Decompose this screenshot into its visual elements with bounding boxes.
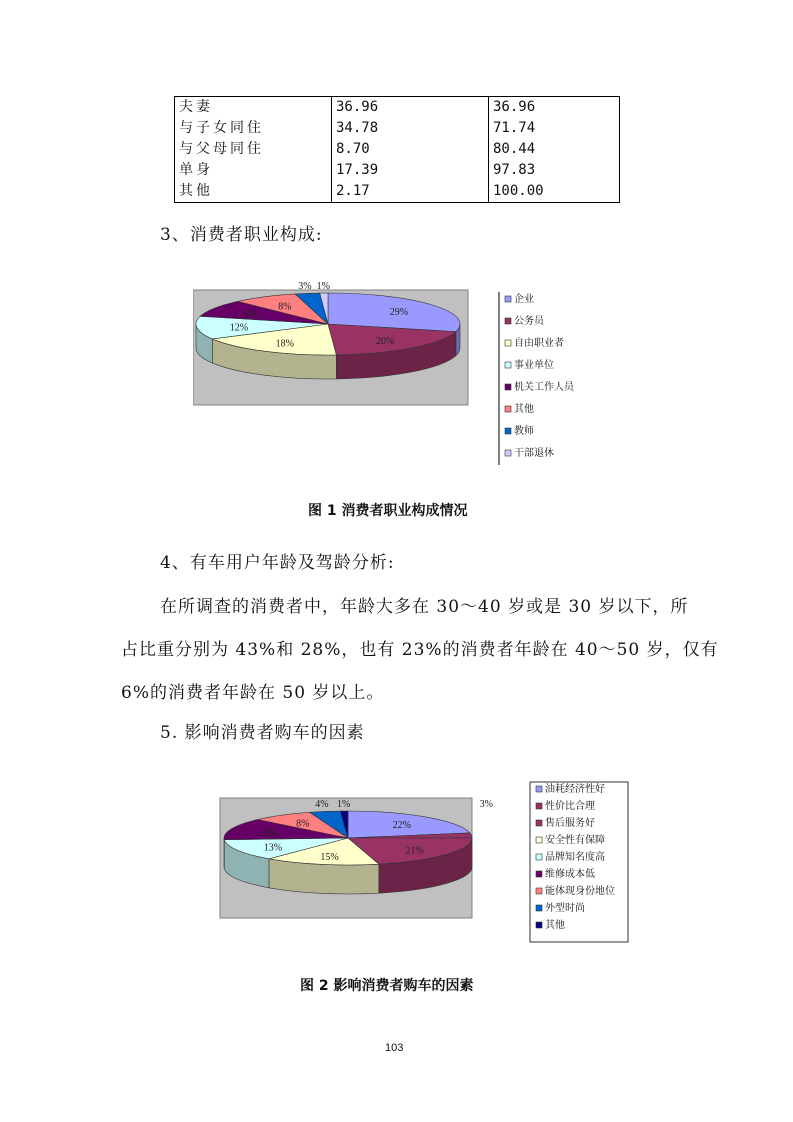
section4-heading: 4、有车用户年龄及驾龄分析: bbox=[160, 553, 395, 573]
legend-swatch bbox=[536, 820, 542, 826]
section4-paragraph-line3: 6%的消费者年龄在 50 岁以上。 bbox=[121, 683, 385, 703]
table-cell: 8.70 bbox=[332, 139, 489, 160]
legend-label: 外型时尚 bbox=[545, 903, 585, 914]
legend-swatch bbox=[536, 837, 542, 843]
legend-label: 能体现身份地位 bbox=[545, 886, 615, 897]
legend-swatch bbox=[505, 340, 511, 346]
page-number: 103 bbox=[385, 1042, 404, 1054]
legend-swatch bbox=[536, 871, 542, 877]
data-label: 1% bbox=[316, 281, 331, 292]
table-cell: 71.74 bbox=[489, 118, 620, 139]
data-label: 3% bbox=[479, 799, 493, 810]
table-cell: 80.44 bbox=[489, 139, 620, 160]
table-cell: 17.39 bbox=[332, 160, 489, 181]
table-cell: 36.96 bbox=[332, 97, 489, 119]
data-label: 8% bbox=[296, 818, 310, 830]
table-cell: 其他 bbox=[175, 181, 332, 203]
chart-occupation-svg bbox=[193, 270, 613, 465]
legend bbox=[499, 292, 575, 465]
figure1-caption: 图 1 消费者职业构成情况 bbox=[308, 503, 468, 519]
legend-swatch bbox=[505, 318, 511, 324]
data-label: 18% bbox=[275, 338, 294, 350]
data-label: 8% bbox=[278, 301, 292, 313]
section4-paragraph-line2: 占比重分别为 43%和 28%，也有 23%的消费者年龄在 40～50 岁，仅有 bbox=[121, 640, 719, 660]
legend-label: 售后服务好 bbox=[545, 818, 595, 829]
data-label: 3% bbox=[298, 281, 312, 292]
legend-swatch bbox=[536, 803, 542, 809]
chart-purchase-factors-svg bbox=[158, 772, 636, 944]
data-label: 20% bbox=[376, 336, 395, 348]
table-row bbox=[175, 181, 620, 203]
table-cell: 97.83 bbox=[489, 160, 620, 181]
legend-label: 企业 bbox=[514, 294, 534, 305]
table-row bbox=[175, 118, 620, 139]
data-label: 13% bbox=[259, 827, 278, 839]
legend-swatch bbox=[536, 905, 542, 911]
data-label: 22% bbox=[392, 819, 411, 831]
legend-label: 其他 bbox=[514, 404, 534, 415]
legend-label: 维修成本低 bbox=[545, 869, 595, 880]
legend-swatch bbox=[536, 888, 542, 894]
legend-label: 机关工作人员 bbox=[514, 382, 574, 393]
legend-label: 性价比合理 bbox=[545, 801, 595, 812]
data-label: 9% bbox=[244, 309, 258, 321]
legend-label: 安全性有保障 bbox=[545, 835, 605, 846]
data-label: 1% bbox=[336, 799, 351, 810]
table-cell: 100.00 bbox=[489, 181, 620, 203]
legend-swatch bbox=[536, 786, 542, 792]
legend-label: 油耗经济性好 bbox=[545, 784, 605, 795]
legend-label: 自由职业者 bbox=[514, 338, 564, 349]
table-cell: 36.96 bbox=[489, 97, 620, 119]
data-label: 29% bbox=[389, 307, 409, 319]
legend-label: 教师 bbox=[514, 426, 534, 437]
table-row bbox=[175, 97, 620, 119]
data-label: 21% bbox=[405, 845, 424, 857]
legend-swatch bbox=[505, 362, 511, 368]
figure2-caption: 图 2 影响消费者购车的因素 bbox=[300, 978, 474, 994]
legend-swatch bbox=[536, 854, 542, 860]
data-label: 4% bbox=[315, 799, 329, 810]
data-label: 12% bbox=[229, 322, 249, 334]
household-table bbox=[174, 96, 620, 203]
legend-label: 其他 bbox=[545, 920, 565, 931]
table-cell: 单身 bbox=[175, 160, 332, 181]
legend-swatch bbox=[536, 922, 542, 928]
table-cell: 夫妻 bbox=[175, 97, 332, 119]
legend-label: 干部退休 bbox=[514, 448, 554, 459]
section5-heading: 5. 影响消费者购车的因素 bbox=[160, 723, 365, 743]
legend-swatch bbox=[505, 428, 511, 434]
table-row bbox=[175, 160, 620, 181]
chart-purchase-factors bbox=[158, 772, 636, 944]
table-cell: 34.78 bbox=[332, 118, 489, 139]
table-row bbox=[175, 139, 620, 160]
legend-label: 公务员 bbox=[514, 316, 544, 327]
data-label: 15% bbox=[320, 851, 339, 863]
legend-swatch bbox=[505, 384, 511, 390]
legend-label: 事业单位 bbox=[514, 360, 554, 371]
legend-swatch bbox=[505, 406, 511, 412]
section4-paragraph-line1: 在所调查的消费者中，年龄大多在 30～40 岁或是 30 岁以下，所 bbox=[160, 597, 689, 617]
legend bbox=[530, 782, 628, 942]
chart-occupation bbox=[193, 270, 613, 465]
data-label: 13% bbox=[263, 842, 283, 854]
legend-label: 品牌知名度高 bbox=[545, 852, 605, 863]
legend-swatch bbox=[505, 296, 511, 302]
table-cell: 与子女同住 bbox=[175, 118, 332, 139]
section3-heading: 3、消费者职业构成: bbox=[160, 225, 323, 245]
legend-swatch bbox=[505, 450, 511, 456]
table-cell: 与父母同住 bbox=[175, 139, 332, 160]
table-cell: 2.17 bbox=[332, 181, 489, 203]
